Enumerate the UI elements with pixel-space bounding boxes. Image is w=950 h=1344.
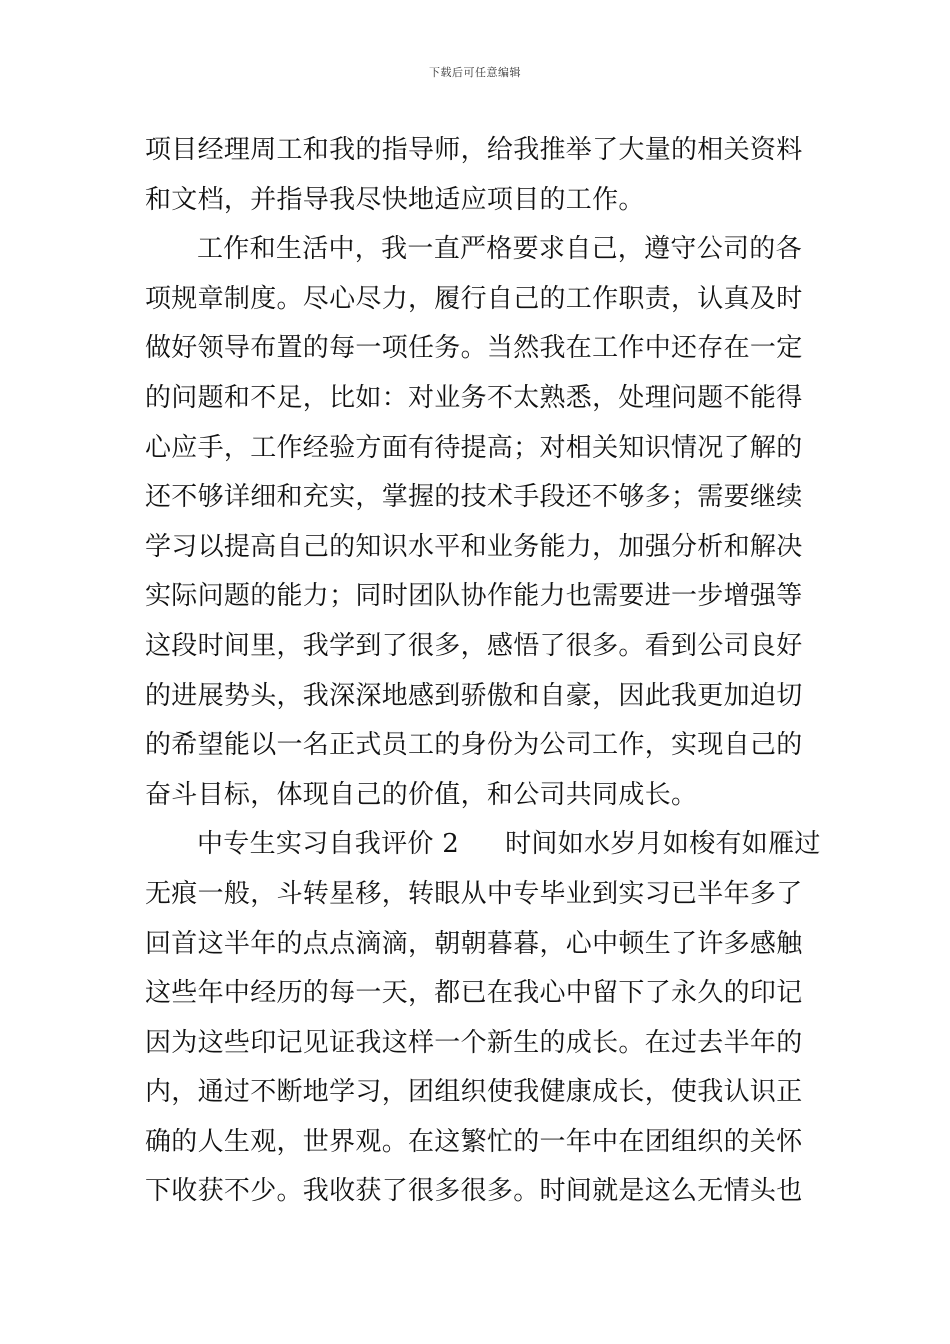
text-line: 和文档，并指导我尽快地适应项目的工作。 xyxy=(145,184,645,215)
body-text xyxy=(145,126,821,1217)
text-line: 奋斗目标，体现自己的价值，和公司共同成长。 xyxy=(145,779,698,810)
text-line: 确的人生观，世界观。在这繁忙的一年中在团组织的关怀 xyxy=(145,1126,803,1157)
text-line: 项规章制度。尽心尽力，履行自己的工作职责，认真及时 xyxy=(145,283,803,314)
text-line: 学习以提高自己的知识水平和业务能力，加强分析和解决 xyxy=(145,531,803,562)
text-line: 内，通过不断地学习，团组织使我健康成长，使我认识正 xyxy=(145,1077,803,1108)
text-line: 实际问题的能力；同时团队协作能力也需要进一步增强等 xyxy=(145,581,803,612)
text-line: 因为这些印记见证我这样一个新生的成长。在过去半年的 xyxy=(145,1027,803,1058)
section-heading: 中专生实习自我评价 2 xyxy=(197,829,460,860)
text-line: 的希望能以一名正式员工的身份为公司工作，实现自己的 xyxy=(145,730,803,761)
text-line: 回首这半年的点点滴滴，朝朝暮暮，心中顿生了许多感触 xyxy=(145,928,803,959)
text-line: 做好领导布置的每一项任务。当然我在工作中还存在一定 xyxy=(145,333,803,364)
text-line: 无痕一般，斗转星移，转眼从中专毕业到实习已半年多了 xyxy=(145,878,803,909)
text-line: 的进展势头，我深深地感到骄傲和自豪，因此我更加迫切 xyxy=(145,680,803,711)
header-note: 下载后可任意编辑 xyxy=(429,66,521,79)
text-line: 心应手，工作经验方面有待提高；对相关知识情况了解的 xyxy=(145,432,803,463)
text-line: 这些年中经历的每一天，都已在我心中留下了永久的印记 xyxy=(145,978,803,1009)
text-line: 还不够详细和充实，掌握的技术手段还不够多；需要继续 xyxy=(145,482,803,513)
section-heading-line xyxy=(145,820,821,870)
text-line: 这段时间里，我学到了很多，感悟了很多。看到公司良好 xyxy=(145,630,803,661)
text-line: 下收获不少。我收获了很多很多。时间就是这么无情头也 xyxy=(145,1176,803,1207)
text-line: 的问题和不足，比如：对业务不太熟悉，处理问题不能得 xyxy=(145,382,803,413)
text-line: 工作和生活中，我一直严格要求自己，遵守公司的各 xyxy=(197,234,802,265)
text-line: 时间如水岁月如梭有如雁过 xyxy=(505,829,821,860)
text-line: 项目经理周工和我的指导师，给我推举了大量的相关资料 xyxy=(145,135,803,165)
